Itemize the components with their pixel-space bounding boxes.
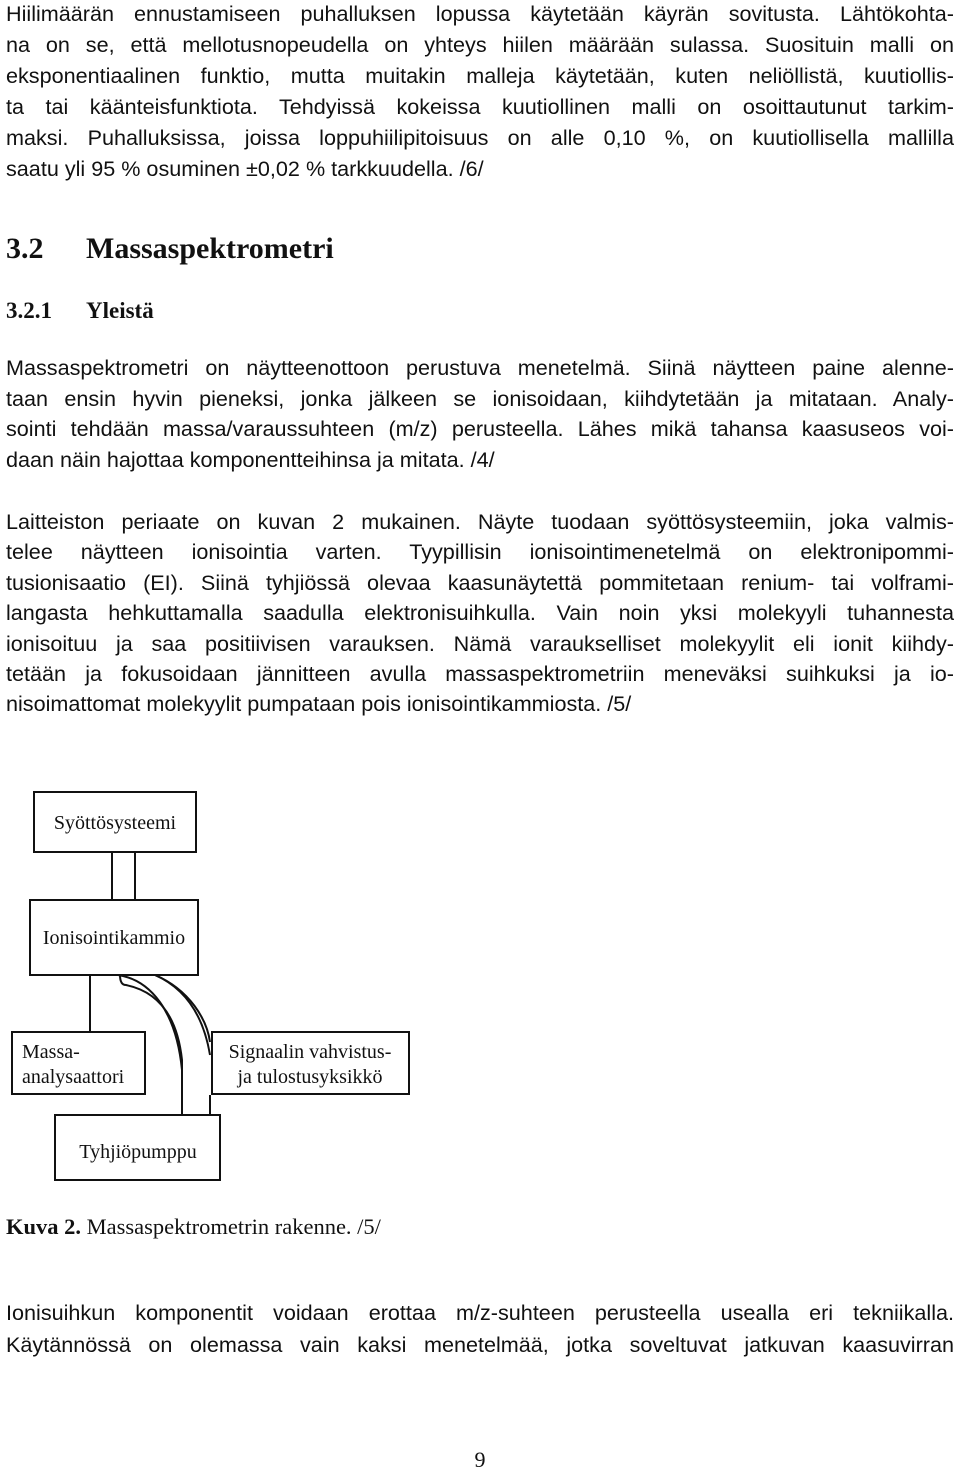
text-line: ta tai käänteisfunktiota. Tehdyissä kokeissa kuutiollinen malli on osoittautunut tarkim- bbox=[6, 94, 954, 119]
text-line: Hiilimäärän ennustamiseen puhalluksen lopussa käytetään käyrän sovitusta. Lähtökohta- bbox=[6, 1, 954, 26]
figure-caption-text: Massaspektrometrin rakenne. /5/ bbox=[81, 1214, 381, 1239]
mass-analyzer-label-line1: Massa- bbox=[22, 1041, 80, 1063]
subsection-number: 3.2.1 bbox=[6, 298, 52, 323]
vacuum-pump-label: Tyhjiöpumppu bbox=[79, 1141, 197, 1163]
text-line: Ionisuihkun komponentit voidaan erottaa m/z-suhteen perusteella usealla eri tekniikalla. bbox=[6, 1300, 954, 1325]
figure-caption bbox=[6, 1214, 381, 1240]
text-line: taan ensin hyvin pieneksi, jonka jälkeen se ionisoidaan, kiihdytetään ja mitataan. Analy- bbox=[6, 385, 954, 411]
section-heading bbox=[6, 232, 334, 266]
ionization-chamber-box bbox=[30, 900, 198, 975]
ionization-chamber-label: Ionisointikammio bbox=[42, 927, 186, 949]
text-line: ionisoituu ja saa positiivisen varauksen. Nämä varaukselliset molekyylit eli ionit kiihdy- bbox=[6, 630, 954, 656]
intro-paragraph bbox=[6, 0, 954, 184]
figure-label: Kuva 2. bbox=[6, 1214, 82, 1239]
text-line: tetään ja fokusoidaan jännitteen avulla massaspektrometriin meneväksi suihkuksi ja io- bbox=[6, 661, 954, 687]
text-line: saatu yli 95 % osuminen ±0,02 % tarkkuudella. /6/ bbox=[6, 156, 484, 181]
text-line: Käytännössä on olemassa vain kaksi menetelmää, jotka soveltuvat jatkuvan kaasuvirran bbox=[6, 1332, 954, 1357]
mass-analyzer-box bbox=[12, 1032, 145, 1094]
signal-output-label-line2: ja tulostusyksikkö bbox=[237, 1066, 383, 1088]
section-number: 3.2 bbox=[6, 232, 44, 265]
text-line: telee näytteen ionisointia varten. Tyypillisin ionisointimenetelmä on elektronipommi- bbox=[6, 539, 954, 565]
mass-analyzer-label-line2: analysaattori bbox=[22, 1066, 125, 1088]
signal-output-label-line1: Signaalin vahvistus- bbox=[228, 1041, 392, 1063]
text-line: Massaspektrometri on näytteenottoon perustuva menetelmä. Siinä näytteen paine alenne- bbox=[6, 355, 954, 380]
page-number: 9 bbox=[474, 1447, 486, 1472]
general-paragraph bbox=[6, 353, 954, 475]
components-paragraph bbox=[6, 1297, 954, 1361]
connector-chamber-to-signal-upper bbox=[155, 975, 210, 1055]
text-line: nisoimattomat molekyylit pumpataan pois ionisointikammiosta. /5/ bbox=[6, 691, 632, 717]
vacuum-pump-box bbox=[55, 1115, 220, 1180]
feed-system-label: Syöttösysteemi bbox=[53, 812, 177, 834]
section-title: Massaspektrometri bbox=[86, 232, 334, 265]
text-line: sointi tehdään massa/varaussuhteen (m/z) perusteella. Lähes mikä tahansa kaasuseos voi- bbox=[6, 416, 954, 441]
text-line: eksponentiaalinen funktio, mutta muitakin malleja käytetään, kuten neliöllistä, kuutiollis- bbox=[6, 63, 954, 88]
text-line: maksi. Puhalluksissa, joissa loppuhiilipitoisuus on alle 0,10 %, on kuutiollisella mallilla bbox=[6, 125, 954, 150]
text-line: Laitteiston periaate on kuvan 2 mukainen. Näyte tuodaan syöttösysteemiin, joka valmis- bbox=[6, 509, 954, 534]
mass-spectrometer-diagram bbox=[0, 770, 960, 1200]
text-line: tusionisaatio (EI). Siinä tyhjiössä olevaa kaasunäytettä pommitetaan renium- tai volframi- bbox=[6, 569, 954, 595]
subsection-title: Yleistä bbox=[86, 298, 154, 323]
equipment-paragraph bbox=[6, 507, 954, 720]
signal-output-box bbox=[212, 1032, 409, 1094]
feed-system-box bbox=[34, 792, 196, 852]
subsection-heading bbox=[6, 298, 154, 324]
text-line: langasta hehkuttamalla saadulla elektronisuihkulla. Vain noin yksi molekyyli tuhannesta bbox=[6, 600, 954, 626]
text-line: na on se, että mellotusnopeudella on yhteys hiilen määrään sulassa. Suosituin malli on bbox=[6, 32, 954, 57]
text-line: daan näin hajottaa komponentteihinsa ja mitata. /4/ bbox=[6, 446, 495, 472]
